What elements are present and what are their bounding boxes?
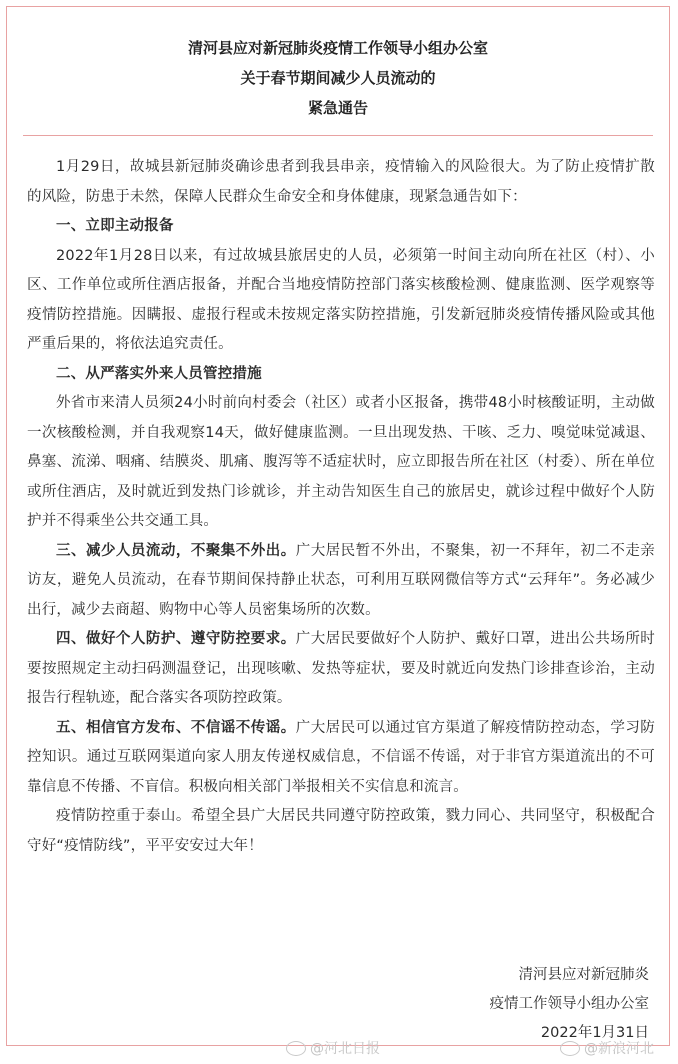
section-4-paragraph [27,625,655,714]
section-3-text: 广大居民暂不外出，不聚集，初一不拜年，初二不走亲访友，避免人员流动，在春节期间保持静止状态，可利用互联网微信等方式“云拜年”。务必减少出行，减少去商超、购物中心等人员密集场所的次数。 [27,542,655,618]
section-5-text: 广大居民可以通过官方渠道了解疫情防控动态，学习防控知识。通过互联网渠道向家人朋友传递权威信息，不信谣不传谣，对于非官方渠道流出的不可靠信息不传播、不盲信。积极向相关部门举报相关不实信息和流言。 [27,719,655,795]
section-5-heading: 五、相信官方发布、不信谣不传谣。 [56,719,296,736]
issuer-title: 清河县应对新冠肺炎疫情工作领导小组办公室 [187,39,488,57]
section-5-paragraph [27,714,655,803]
section-1-text: 2022年1月28日以来，有过故城县旅居史的人员，必须第一时间主动向所在社区（村）、小区、工作单位或所住酒店报备，并配合当地疫情防控部门落实核酸检测、健康监测、医学观察等疫情防控措施。因瞒报、虚报行程或未按规定落实防控措施，引发新冠肺炎疫情传播风险或其他严重后果的，将依法追究责任。 [27,247,655,352]
header-divider [23,135,653,136]
watermark-hebei-daily [286,1038,380,1058]
section-3-paragraph [27,537,655,626]
signature-line2: 疫情工作领导小组办公室 [489,996,649,1012]
weibo-icon [286,1041,306,1056]
watermark-text: @新浪河北 [584,1041,654,1057]
notice-title-line1: 关于春节期间减少人员流动的 [240,69,436,87]
section-4-text: 广大居民要做好个人防护、戴好口罩，进出公共场所时要按照规定主动扫码测温登记，出现咳嗽、发热等症状，要及时就近向发热门诊排查诊治，主动报告行程轨迹，配合落实各项防控政策。 [27,631,655,706]
document-frame [6,6,670,1046]
section-2-text: 外省市来清人员须24小时前向村委会（社区）或者小区报备，携带48小时核酸证明，主动做一次核酸检测，并自我观察14天，做好健康监测。一旦出现发热、干咳、乏力、嗅觉味觉减退、鼻塞、流涕、咽痛、结膜炎、肌痛、腹泻等不适症状时，应立即报告所在社区（村委）、所在单位或所住酒店，及时就近到发热门诊就诊，并主动告知医生自己的旅居史，就诊过程中做好个人防护并不得乘坐公共交通工具。 [27,395,655,529]
notice-title-line2: 紧急通告 [307,99,368,117]
signature-line1: 清河县应对新冠肺炎 [518,967,649,983]
signature-date: 2022年1月31日 [540,1025,649,1041]
watermark-sina-hebei [560,1038,654,1058]
section-2-heading: 二、从严落实外来人员管控措施 [56,365,262,382]
section-3-heading: 三、减少人员流动，不聚集不外出。 [56,542,296,559]
weibo-icon [560,1041,580,1056]
watermark-text: @河北日报 [310,1041,380,1057]
section-1-heading: 一、立即主动报备 [56,218,174,234]
signature-block [490,961,650,1048]
section-4-heading: 四、做好个人防护、遵守防控要求。 [56,631,296,647]
closing-paragraph: 疫情防控重于泰山。希望全县广大居民共同遵守防控政策，戮力同心、共同坚守，积极配合守好“疫情防线”，平平安安过大年！ [27,808,655,854]
intro-paragraph: 1月29日，故城县新冠肺炎确诊患者到我县串亲，疫情输入的风险很大。为了防止疫情扩散的风险，防患于未然，保障人民群众生命安全和身体健康，现紧急通告如下： [27,159,655,205]
notice-body [27,153,655,861]
